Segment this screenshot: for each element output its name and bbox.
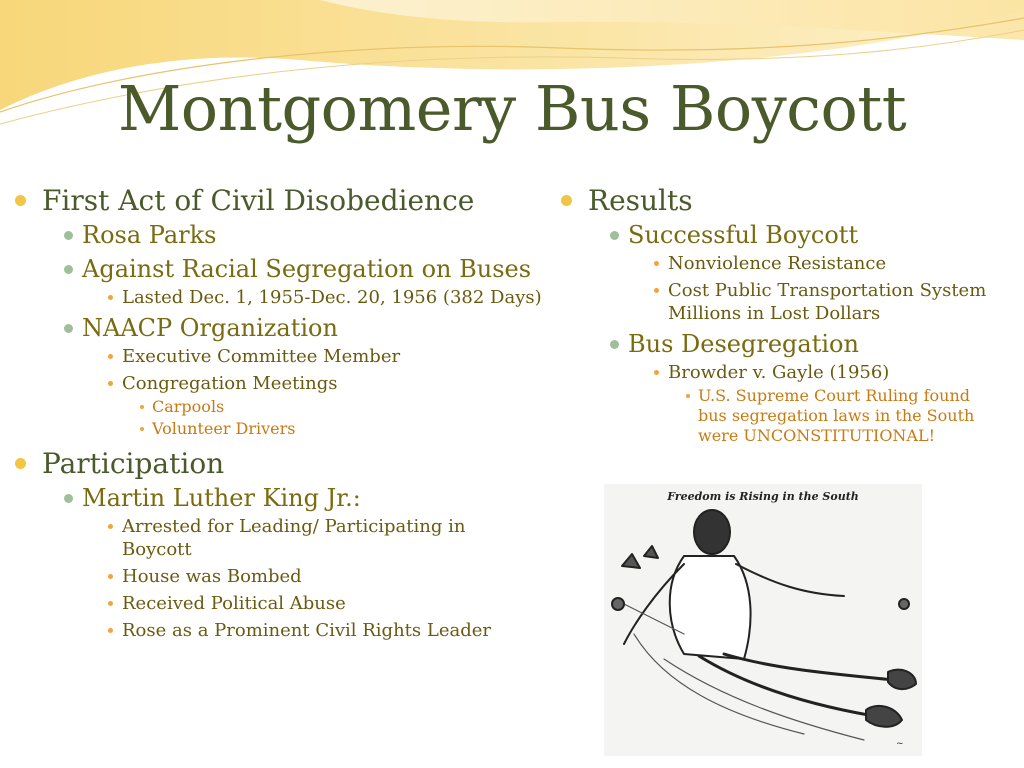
sub-list	[122, 397, 542, 439]
bullet-text: Nonviolence Resistance	[668, 253, 887, 274]
bullet-naacp	[42, 313, 542, 439]
bullet-text: House was Bombed	[122, 566, 302, 587]
political-cartoon-image	[604, 484, 922, 756]
bullet-dot-icon	[140, 427, 144, 431]
sub-list	[42, 220, 542, 439]
bullet-text: Cost Public Transportation System Millions in Lost Dollars	[668, 280, 987, 324]
left-column	[12, 184, 542, 648]
cartoon-caption: Freedom is Rising in the South	[667, 490, 859, 503]
slide-title: Montgomery Bus Boycott	[117, 72, 907, 145]
bullet-rose-leader	[82, 619, 542, 642]
bullet-text: NAACP Organization	[82, 314, 338, 342]
bullet-text: Rose as a Prominent Civil Rights Leader	[122, 620, 491, 641]
bullet-text: Executive Committee Member	[122, 346, 401, 367]
right-column	[558, 184, 998, 452]
bullet-dot-icon	[64, 324, 73, 333]
sub-list	[588, 220, 998, 446]
bullet-dot-icon	[64, 494, 73, 503]
bullet-dot-icon	[108, 381, 113, 386]
bullet-text: Martin Luther King Jr.:	[82, 484, 361, 512]
sub-list	[82, 515, 542, 642]
bullet-dot-icon	[108, 354, 113, 359]
bullet-text: Received Political Abuse	[122, 593, 346, 614]
bullet-dot-icon	[686, 394, 690, 398]
bullet-bus-desegregation	[588, 329, 998, 446]
sub-list	[628, 361, 998, 446]
bullet-dot-icon	[108, 601, 113, 606]
bullet-dot-icon	[108, 524, 113, 529]
svg-text:~: ~	[896, 739, 904, 749]
bullet-text: Congregation Meetings	[122, 373, 338, 394]
bullet-dot-icon	[64, 265, 73, 274]
bullet-text: First Act of Civil Disobedience	[42, 184, 475, 217]
bullet-text: Volunteer Drivers	[152, 419, 296, 438]
bullet-text: Successful Boycott	[628, 221, 859, 249]
bullet-dot-icon	[610, 340, 619, 349]
bullet-exec-committee	[82, 345, 542, 368]
bullet-rosa-parks	[42, 220, 542, 250]
sub-list	[42, 483, 542, 642]
bullet-congregation	[82, 372, 542, 439]
bullet-results	[558, 184, 998, 446]
bullet-text: Results	[588, 184, 693, 217]
bullet-successful-boycott	[588, 220, 998, 325]
bullet-browder	[628, 361, 998, 446]
bullet-house-bombed	[82, 565, 542, 588]
sub-list	[82, 345, 542, 439]
sub-list	[82, 286, 542, 309]
bullet-text: Against Racial Segregation on Buses	[82, 255, 532, 283]
bullet-dot-icon	[654, 370, 659, 375]
bullet-text: Participation	[42, 447, 225, 480]
bullet-dot-icon	[654, 288, 659, 293]
bullet-supreme-court	[668, 386, 998, 446]
right-bullet-list	[558, 184, 998, 446]
bullet-dot-icon	[140, 405, 144, 409]
bullet-text: Browder v. Gayle (1956)	[668, 362, 890, 383]
bullet-cost-transport	[628, 279, 998, 325]
bullet-dot-icon	[610, 231, 619, 240]
bullet-dot-icon	[561, 195, 572, 206]
left-bullet-list	[12, 184, 542, 642]
bullet-text: U.S. Supreme Court Ruling found bus segregation laws in the South were UNCONSTITUTIONAL!	[698, 386, 975, 445]
bullet-text: Lasted Dec. 1, 1955-Dec. 20, 1956 (382 Days)	[122, 287, 542, 308]
bullet-nonviolence	[628, 252, 998, 275]
bullet-arrested	[82, 515, 482, 561]
bullet-against-segregation	[42, 254, 542, 309]
bullet-dot-icon	[108, 574, 113, 579]
bullet-political-abuse	[82, 592, 542, 615]
bullet-first-act	[12, 184, 542, 439]
bullet-mlk	[42, 483, 542, 642]
sub-list	[668, 386, 998, 446]
bullet-volunteer-drivers	[122, 419, 542, 439]
bullet-duration	[82, 286, 542, 309]
bullet-participation	[12, 447, 542, 642]
bullet-dot-icon	[15, 195, 26, 206]
cartoon-drawing	[604, 484, 922, 756]
bullet-dot-icon	[108, 295, 113, 300]
bullet-dot-icon	[108, 628, 113, 633]
bullet-dot-icon	[15, 458, 26, 469]
bullet-text: Carpools	[152, 397, 225, 416]
bullet-dot-icon	[654, 261, 659, 266]
sub-list	[628, 252, 998, 325]
bullet-text: Arrested for Leading/ Participating in Boycott	[122, 516, 466, 560]
bullet-text: Rosa Parks	[82, 221, 217, 249]
bullet-dot-icon	[64, 231, 73, 240]
bullet-text: Bus Desegregation	[628, 330, 859, 358]
bullet-carpools	[122, 397, 542, 417]
